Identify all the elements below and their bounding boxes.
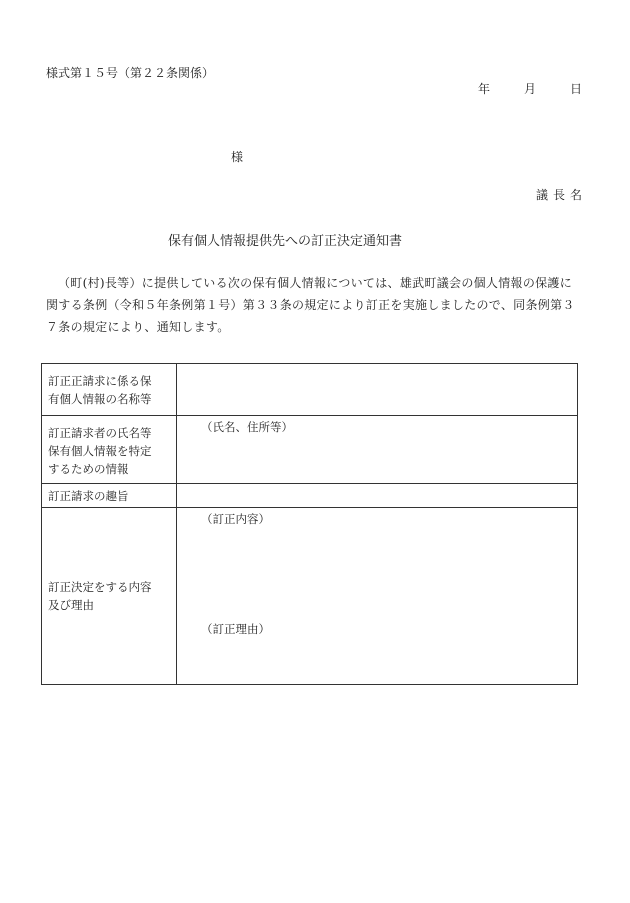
date-year-label: 年 bbox=[478, 82, 491, 96]
label-decision bbox=[42, 508, 177, 685]
requester-note: （氏名、住所等） bbox=[201, 420, 293, 434]
value-decision bbox=[177, 508, 578, 685]
document-title: 保有個人情報提供先への訂正決定通知書 bbox=[168, 234, 403, 249]
value-requester bbox=[177, 416, 578, 484]
table-row-purpose bbox=[42, 484, 578, 508]
date-day-label: 日 bbox=[570, 82, 583, 96]
sender-name: 議長名 bbox=[536, 188, 588, 202]
table-row-decision bbox=[42, 508, 578, 685]
label-line: 訂正請求者の氏名等 bbox=[48, 426, 152, 440]
correction-info-table bbox=[41, 363, 578, 685]
correction-content-note: （訂正内容） bbox=[201, 512, 270, 526]
label-line: するための情報 bbox=[48, 462, 129, 476]
body-line: ７条の規定により、通知します。 bbox=[46, 320, 230, 334]
label-line: 訂正請求の趣旨 bbox=[48, 489, 129, 503]
label-line: 訂正決定をする内容 bbox=[48, 580, 152, 594]
correction-reason-note: （訂正理由） bbox=[201, 622, 270, 636]
body-line: （町(村)長等）に提供している次の保有個人情報については、雄武町議会の個人情報の保護に bbox=[58, 276, 573, 290]
label-line: 保有個人情報を特定 bbox=[48, 444, 152, 458]
form-number: 様式第１５号（第２２条関係） bbox=[46, 66, 215, 80]
value-purpose bbox=[177, 484, 578, 508]
table-row-target-info bbox=[42, 364, 578, 416]
body-line: 関する条例（令和５年条例第１号）第３３条の規定により訂正を実施しましたので、同条例第３ bbox=[46, 298, 575, 312]
value-target-info bbox=[177, 364, 578, 416]
body-paragraph bbox=[46, 272, 586, 338]
label-line: 有個人情報の名称等 bbox=[48, 392, 152, 406]
label-line: 及び理由 bbox=[48, 598, 94, 612]
label-line: 訂正正請求に係る保 bbox=[48, 374, 152, 388]
label-target-info bbox=[42, 364, 177, 416]
addressee-suffix: 様 bbox=[231, 150, 244, 164]
label-requester bbox=[42, 416, 177, 484]
table-row-requester bbox=[42, 416, 578, 484]
date-month-label: 月 bbox=[524, 82, 537, 96]
label-purpose bbox=[42, 484, 177, 508]
